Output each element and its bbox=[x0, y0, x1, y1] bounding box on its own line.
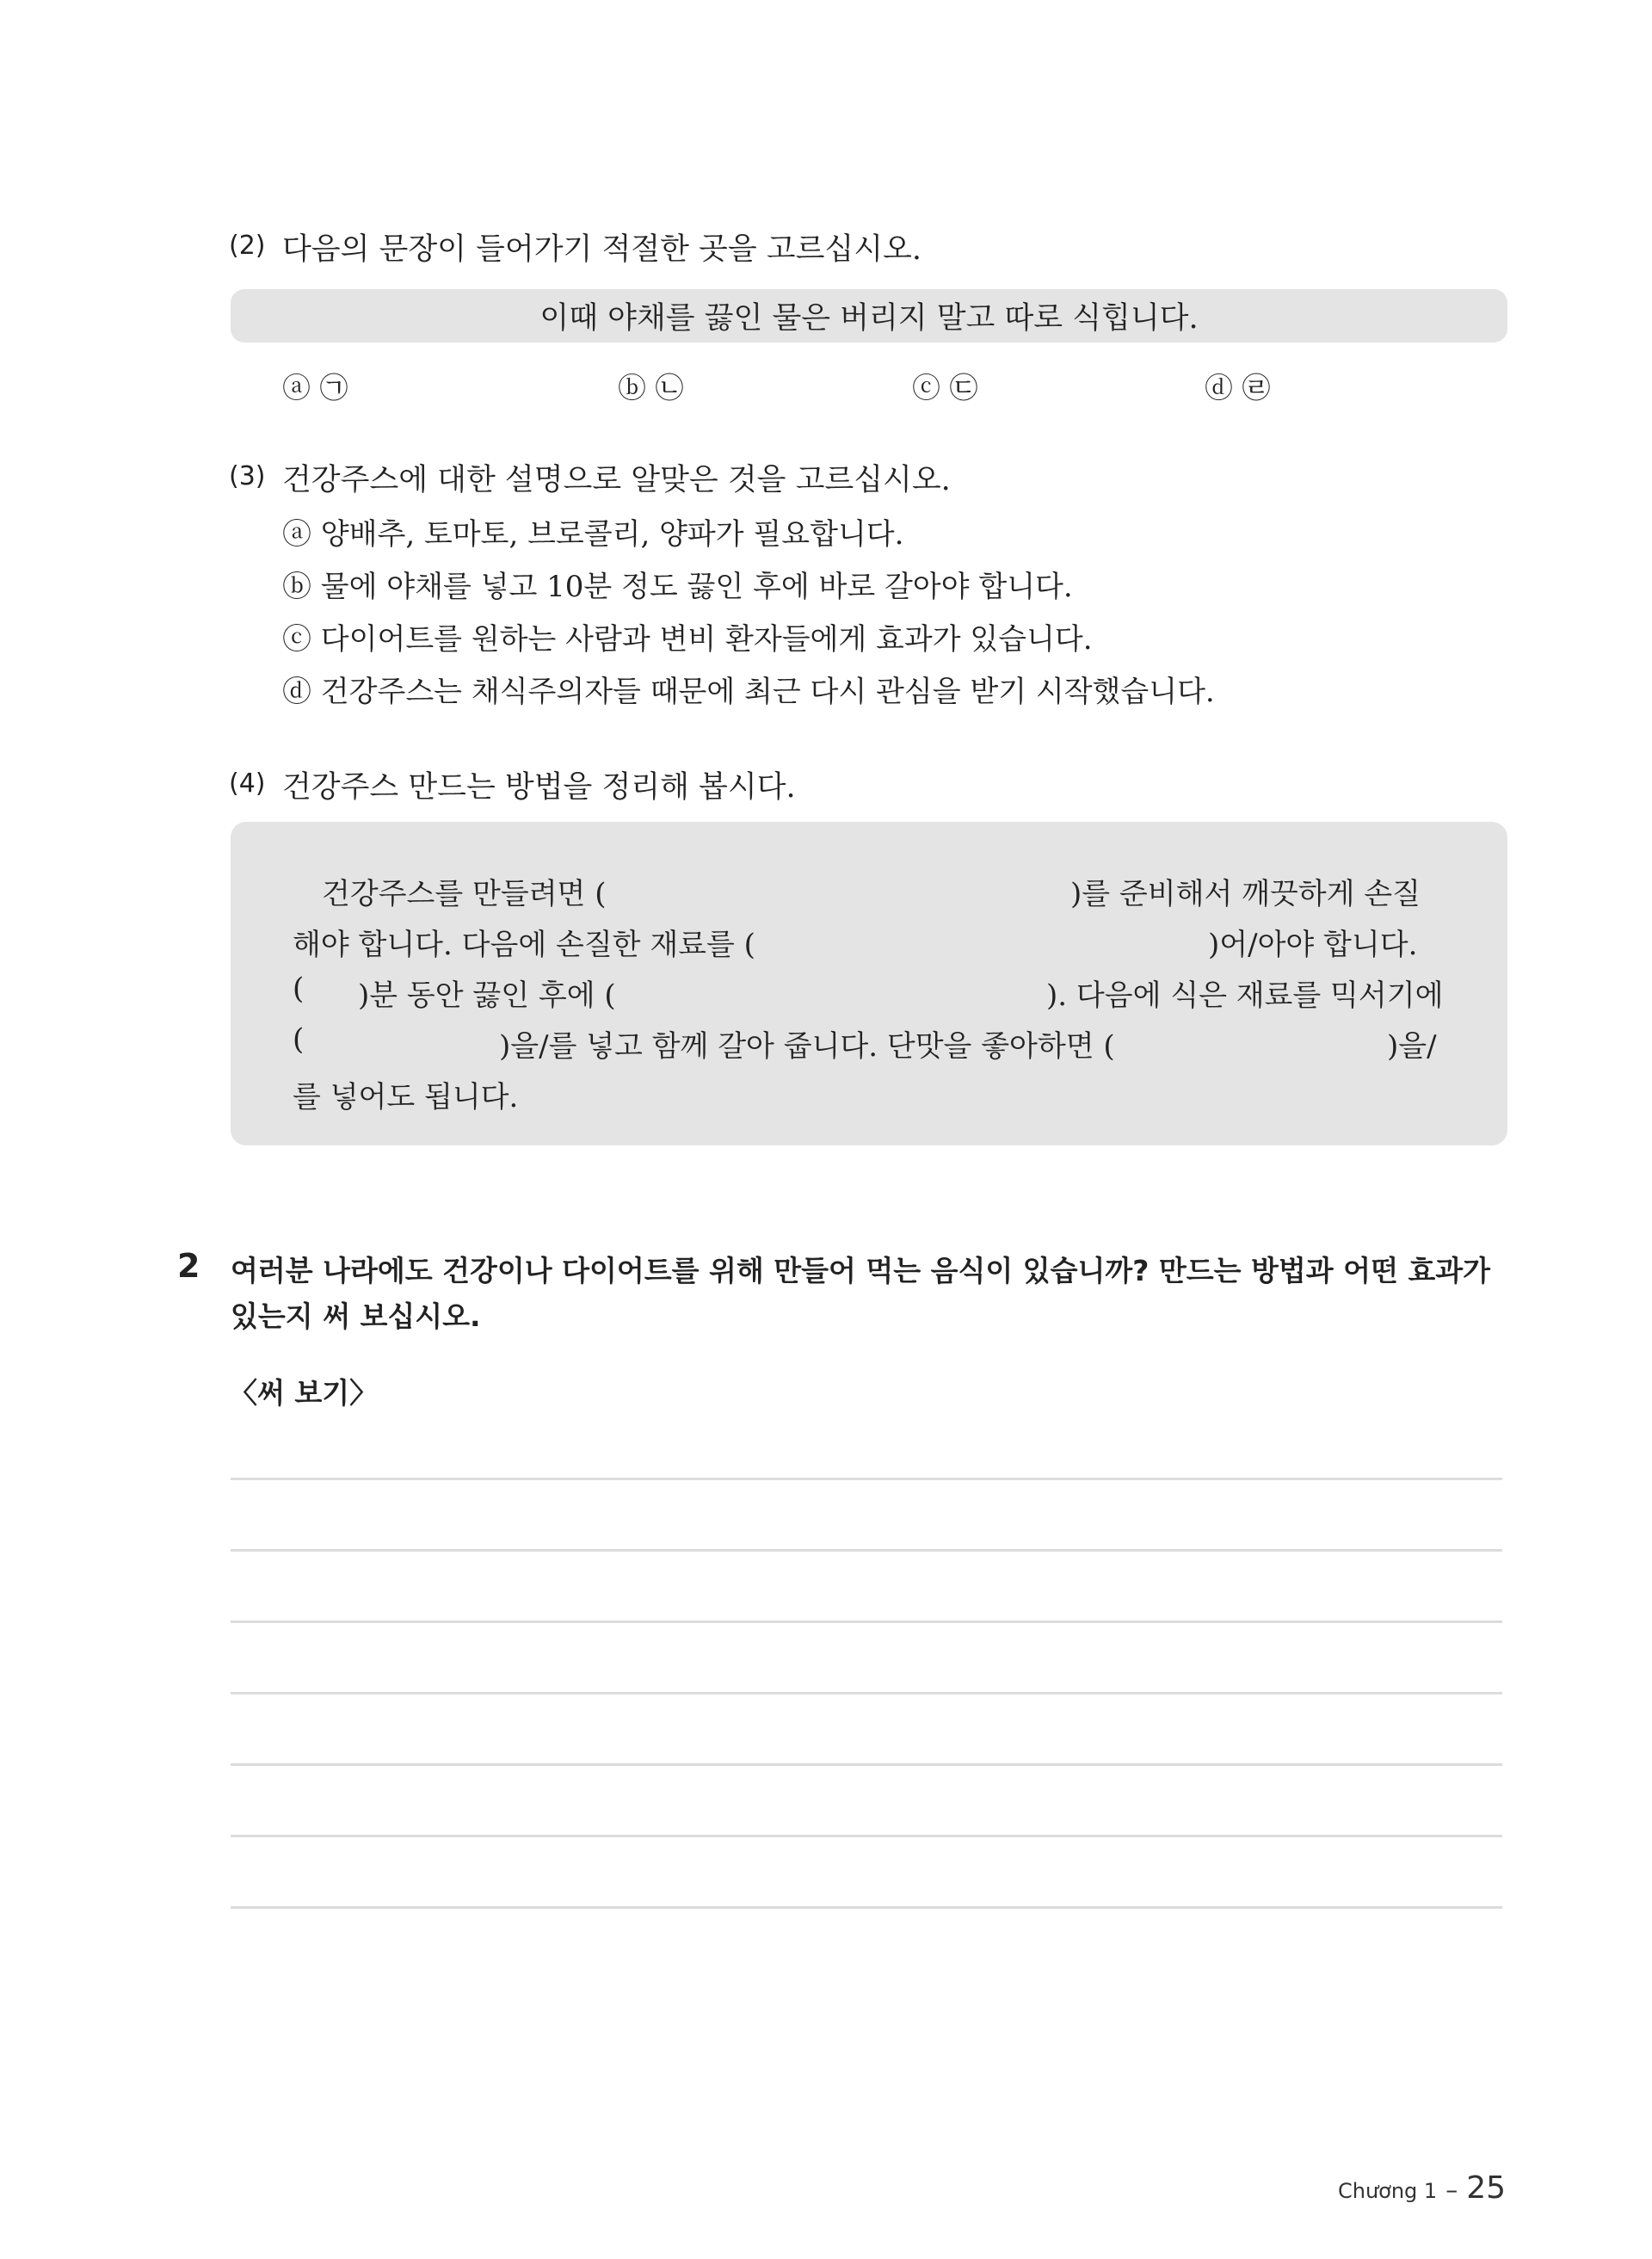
summary-line-4 bbox=[293, 1022, 1446, 1067]
summary-text: 해야 합니다. 다음에 손질한 재료를 ( bbox=[293, 928, 755, 962]
summary-text: ( bbox=[293, 1022, 305, 1057]
question-prompt-2: 다음의 문장이 들어가기 적절한 곳을 고르십시오. bbox=[282, 232, 922, 267]
summary-line-3 bbox=[293, 972, 1446, 1016]
choice-b[interactable]: ⓑ 물에 야채를 넣고 10분 정도 끓인 후에 바로 갈아야 합니다. bbox=[282, 570, 1073, 604]
question-prompt-3: 건강주스에 대한 설명으로 알맞은 것을 고르십시오. bbox=[282, 463, 951, 497]
summary-text: )을/ bbox=[1387, 1029, 1437, 1064]
choice-d[interactable]: ⓓ 건강주스는 채식주의자들 때문에 최근 다시 관심을 받기 시작했습니다. bbox=[282, 675, 1215, 709]
writing-line[interactable] bbox=[231, 1692, 1502, 1694]
choice-a[interactable]: ⓐ 양배추, 토마토, 브로콜리, 양파가 필요합니다. bbox=[282, 517, 904, 552]
summary-text: 건강주스를 만들려면 ( bbox=[322, 877, 607, 911]
writing-line[interactable] bbox=[231, 1763, 1502, 1766]
writing-line[interactable] bbox=[231, 1620, 1502, 1623]
chapter-label: Chương 1 bbox=[1337, 2179, 1438, 2203]
option-c[interactable]: ⓒ ㉢ bbox=[912, 371, 978, 404]
summary-text: 를 넣어도 됩니다. bbox=[293, 1080, 519, 1114]
summary-line-1 bbox=[293, 870, 1446, 915]
given-sentence: 이때 야채를 끓인 물은 버리지 말고 따로 식힙니다. bbox=[539, 301, 1199, 336]
summary-text: )분 동안 끓인 후에 ( bbox=[358, 978, 616, 1013]
writing-line[interactable] bbox=[231, 1906, 1502, 1909]
footer-dash: – bbox=[1446, 2176, 1458, 2204]
choice-c[interactable]: ⓒ 다이어트를 원하는 사람과 변비 환자들에게 효과가 있습니다. bbox=[282, 622, 1093, 657]
writing-label: 〈써 보기〉 bbox=[229, 1376, 379, 1410]
given-sentence-box bbox=[231, 289, 1507, 343]
option-d[interactable]: ⓓ ㉣ bbox=[1205, 371, 1271, 404]
option-a[interactable]: ⓐ ㉠ bbox=[282, 371, 348, 404]
option-b[interactable]: ⓑ ㉡ bbox=[618, 371, 684, 404]
writing-line[interactable] bbox=[231, 1478, 1502, 1480]
summary-text: )어/아야 합니다. bbox=[1208, 928, 1418, 962]
question-number-3: (3) bbox=[229, 461, 266, 491]
summary-line-2 bbox=[293, 921, 1446, 966]
summary-text: ( bbox=[293, 972, 305, 1006]
question-number-2: (2) bbox=[229, 231, 266, 261]
summary-fill-in-box bbox=[231, 822, 1507, 1145]
summary-line-5 bbox=[293, 1073, 1446, 1118]
question-number-main-2: 2 bbox=[177, 1247, 200, 1285]
question-prompt-main-line-1: 여러분 나라에도 건강이나 다이어트를 위해 만들어 먹는 음식이 있습니까? 만드는 방법과 어떤 효과가 bbox=[231, 1254, 1491, 1287]
question-prompt-4: 건강주스 만드는 방법을 정리해 봅시다. bbox=[282, 770, 796, 805]
summary-text: )을/를 넣고 함께 갈아 줍니다. 단맛을 좋아하면 ( bbox=[499, 1029, 1115, 1064]
question-prompt-main-line-2: 있는지 써 보십시오. bbox=[231, 1299, 481, 1333]
page-number: 25 bbox=[1466, 2170, 1506, 2206]
summary-text: ). 다음에 식은 재료를 믹서기에 bbox=[1046, 978, 1444, 1013]
page-footer bbox=[1338, 2170, 1506, 2206]
summary-text: )를 준비해서 깨끗하게 손질 bbox=[1070, 877, 1421, 911]
question-number-4: (4) bbox=[229, 768, 266, 799]
writing-line[interactable] bbox=[231, 1835, 1502, 1837]
writing-line[interactable] bbox=[231, 1549, 1502, 1552]
